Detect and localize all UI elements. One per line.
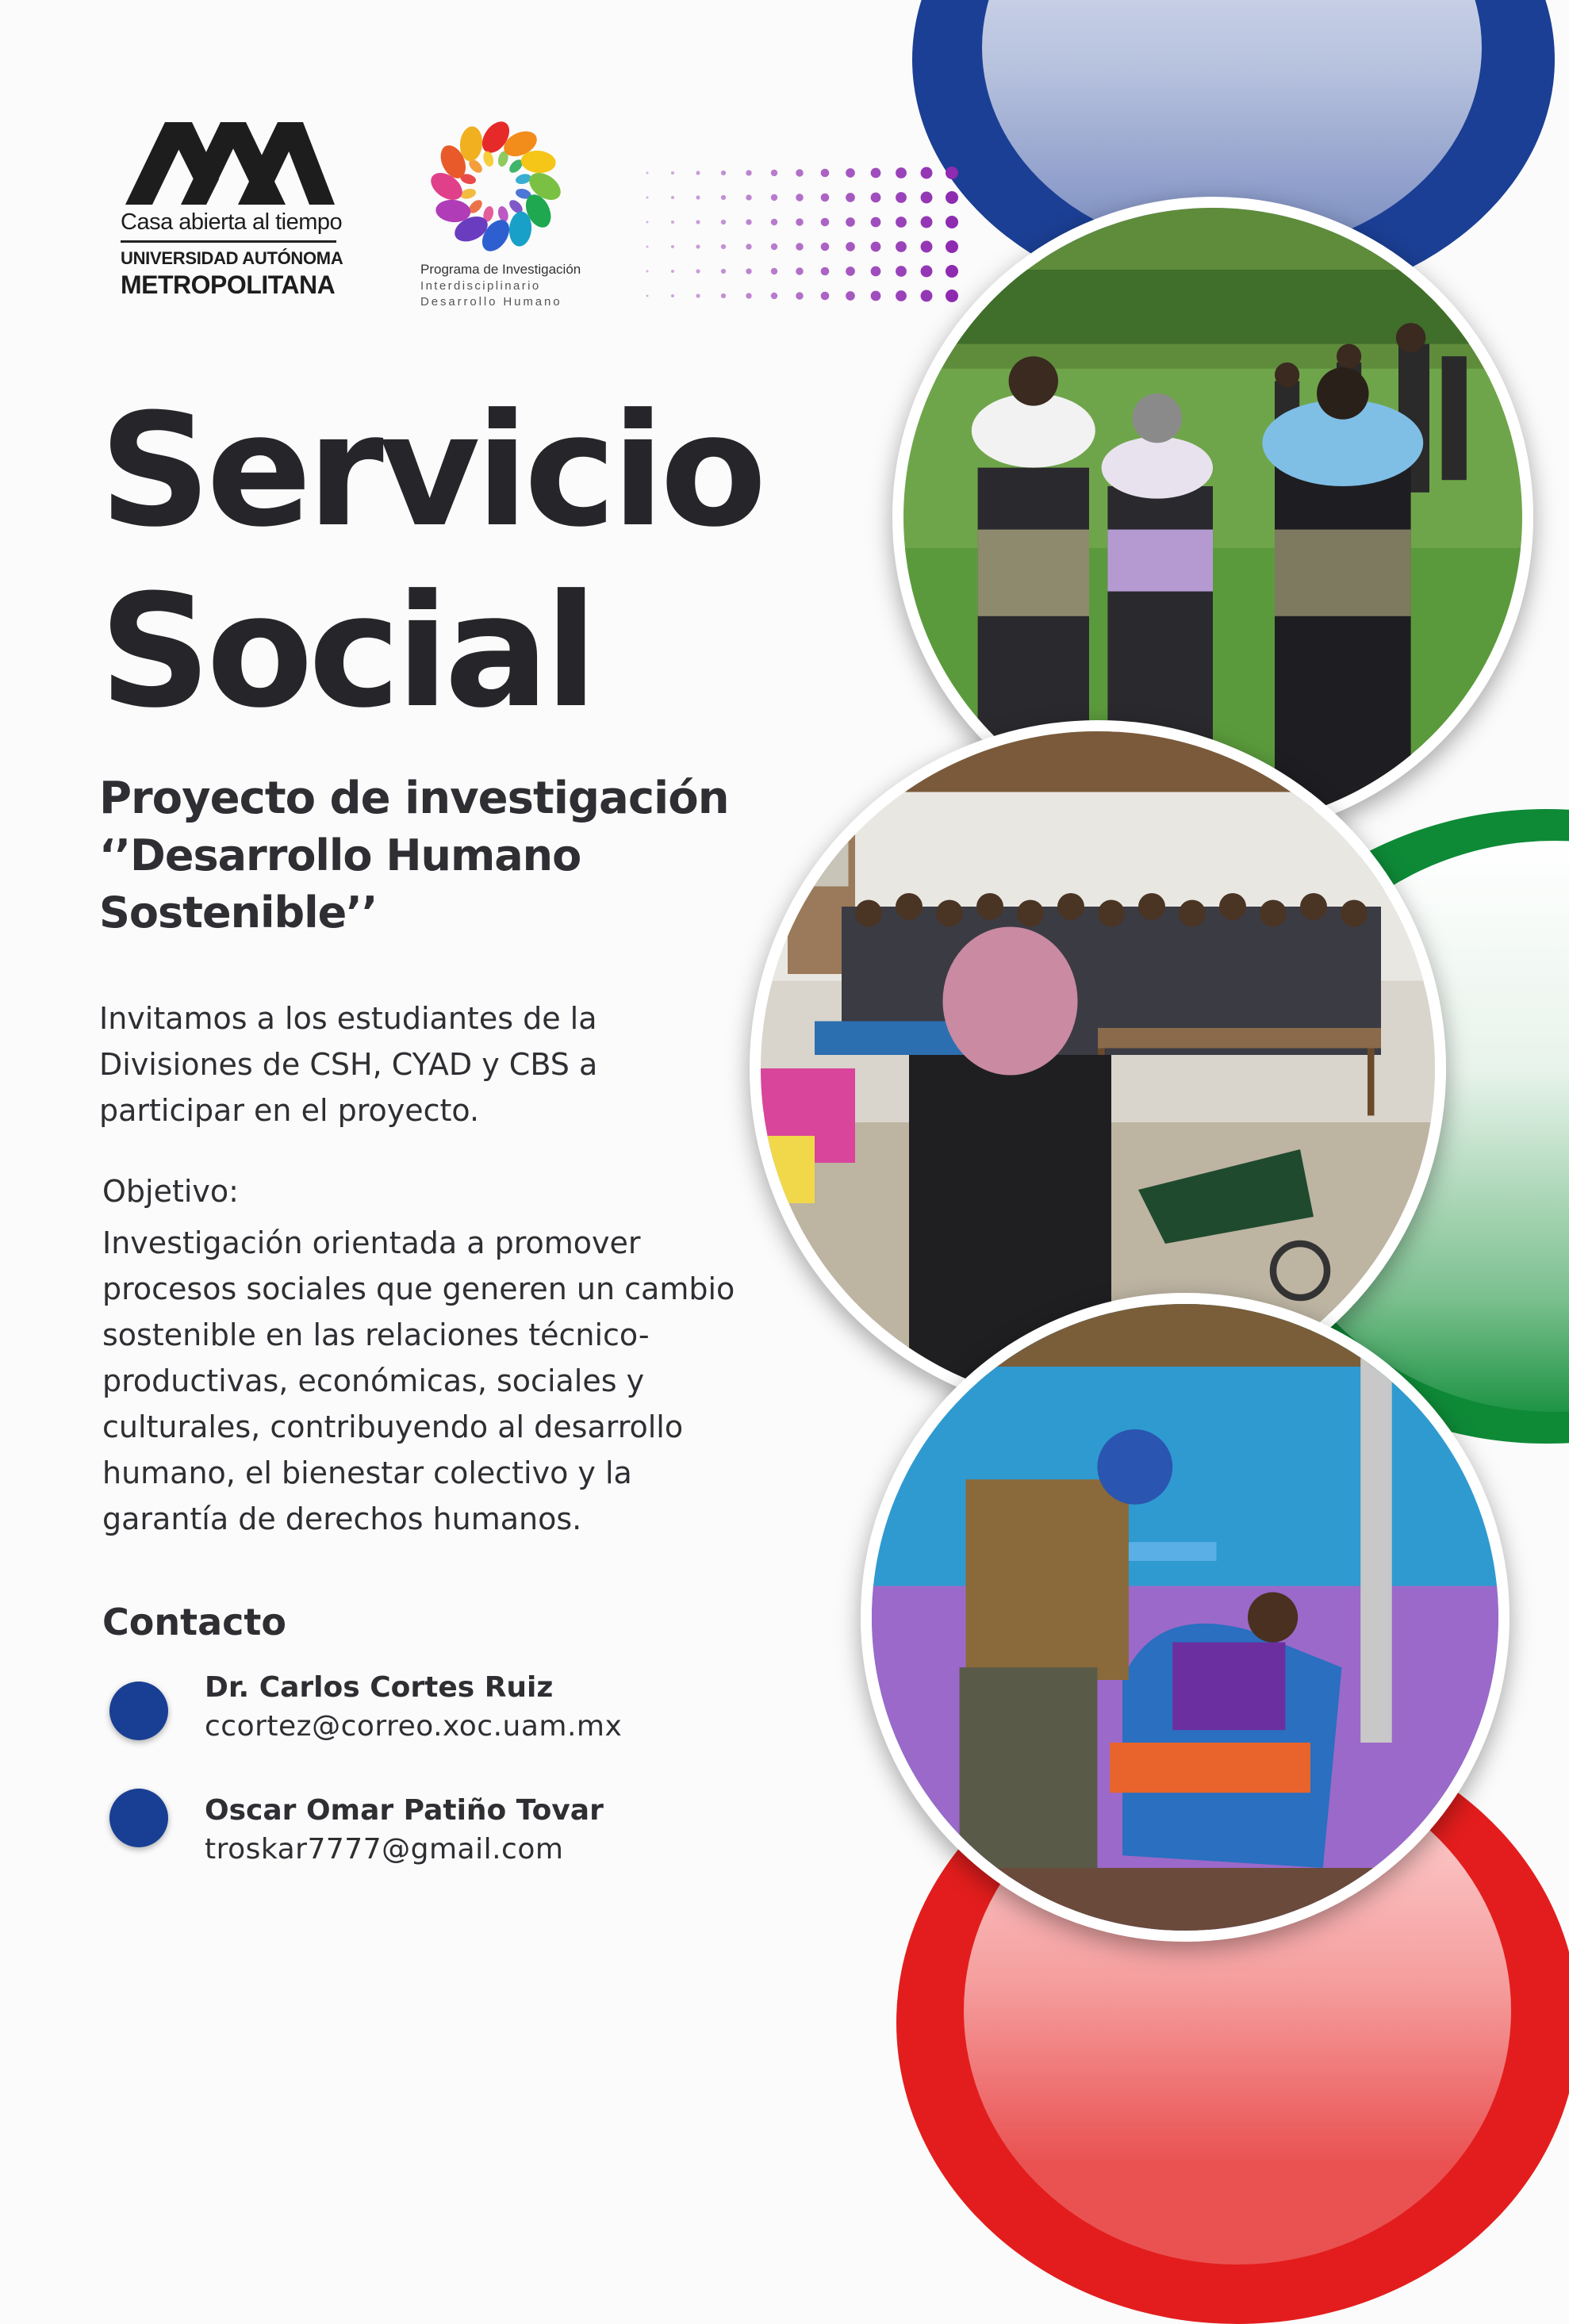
objective-line: procesos sociales que generen un cambio (102, 1271, 735, 1306)
dot (746, 268, 751, 274)
contact-email-link[interactable]: troskar7777@gmail.com (205, 1833, 564, 1866)
dot (771, 170, 777, 176)
dot (696, 195, 700, 199)
dot (771, 268, 777, 274)
dot (646, 295, 649, 297)
dot (821, 169, 830, 178)
dot (846, 267, 855, 276)
uam-name-line2: METROPOLITANA (121, 270, 336, 299)
project-line1: Proyecto de investigación (99, 773, 729, 824)
title-line1: Servicio (99, 381, 762, 562)
objective-line: Investigación orientada a promover (102, 1225, 641, 1260)
dot (796, 292, 804, 300)
invite-line2: Divisiones de CSH, CYAD y CBS a (99, 1047, 598, 1082)
dot (896, 192, 907, 203)
dot (946, 290, 958, 302)
dot (721, 269, 726, 274)
dot (646, 246, 649, 248)
uam-tagline: Casa abierta al tiempo (121, 209, 343, 235)
objective-line: culturales, contribuyendo al desarrollo (102, 1409, 684, 1444)
dot (646, 197, 649, 199)
dot (946, 191, 958, 204)
dot (671, 245, 674, 248)
objective-line: productivas, económicas, sociales y (102, 1363, 645, 1398)
project-line2: ‘’Desarrollo Humano (99, 830, 581, 880)
dot (721, 220, 726, 224)
dot (646, 270, 649, 273)
objective-line: garantía de derechos humanos. (102, 1501, 582, 1536)
dot (921, 290, 933, 302)
program-name-line1: Programa de Investigación (420, 262, 581, 277)
dot (746, 244, 751, 249)
dot-pattern-decoration (643, 167, 976, 305)
dot (671, 294, 674, 297)
dot (671, 171, 674, 174)
dot (846, 291, 855, 301)
dot (696, 293, 700, 297)
dot (646, 221, 649, 224)
invitation-text (99, 995, 773, 1133)
contact-bullet-icon (109, 1682, 168, 1740)
dot (871, 168, 881, 178)
dot (871, 291, 881, 301)
dot (921, 167, 933, 179)
contact-name: Dr. Carlos Cortes Ruiz (205, 1671, 554, 1704)
dot (821, 292, 830, 301)
dot (721, 171, 726, 175)
uam-name-line1: UNIVERSIDAD AUTÓNOMA (121, 248, 343, 268)
contact-heading: Contacto (102, 1601, 286, 1643)
dot (746, 293, 751, 298)
dot (871, 217, 881, 228)
dot (896, 241, 907, 252)
dot (821, 194, 830, 202)
dot (921, 192, 933, 204)
dot (946, 265, 958, 278)
dot (821, 243, 830, 251)
dot (721, 195, 726, 200)
project-line3: Sostenible’’ (99, 888, 378, 938)
dot (821, 267, 830, 276)
dot (871, 242, 881, 252)
dot (696, 220, 700, 224)
dot (771, 194, 777, 201)
project-name (99, 765, 829, 946)
dot (771, 293, 777, 299)
dot (671, 196, 674, 199)
dot (696, 244, 700, 248)
photo-dental-checkup (861, 1293, 1510, 1942)
program-name-line3: Desarrollo Humano (420, 295, 562, 309)
dot (696, 269, 700, 273)
program-logo (420, 111, 571, 262)
invite-line3: participar en el proyecto. (99, 1093, 480, 1128)
dot (846, 217, 855, 227)
dot (671, 221, 674, 224)
dot (746, 194, 751, 200)
dot (921, 266, 933, 278)
contact-bullet-icon (109, 1789, 168, 1847)
dot (646, 172, 649, 174)
dot (846, 168, 855, 178)
dot (896, 290, 907, 301)
page-title (99, 381, 762, 742)
dot (946, 240, 958, 253)
dot (671, 270, 674, 273)
dot (896, 217, 907, 228)
dot (696, 171, 700, 174)
dot (871, 267, 881, 277)
contact-email-link[interactable]: ccortez@correo.xoc.uam.mx (205, 1710, 623, 1743)
objective-line: sostenible en las relaciones técnico- (102, 1317, 650, 1352)
dot (771, 244, 777, 250)
dot (846, 193, 855, 202)
uam-divider (121, 240, 336, 243)
logo-petal (481, 150, 495, 167)
dot (896, 266, 907, 277)
dot (796, 169, 804, 177)
dot (746, 219, 751, 224)
objective-label: Objetivo: (102, 1174, 239, 1209)
dot (946, 216, 958, 228)
dot (821, 218, 830, 227)
dot (796, 243, 804, 251)
dot (746, 170, 751, 175)
title-line2: Social (99, 562, 593, 742)
dot (796, 267, 804, 275)
contact-name: Oscar Omar Patiño Tovar (205, 1794, 604, 1827)
invite-line1: Invitamos a los estudiantes de la (99, 1001, 597, 1036)
dot (846, 242, 855, 251)
program-name-line2: Interdisciplinario (420, 279, 541, 293)
dot (721, 293, 726, 298)
objective-line: humano, el bienestar colectivo y la (102, 1455, 632, 1490)
objective-text (102, 1220, 824, 1542)
dot (796, 218, 804, 226)
dot (721, 244, 726, 249)
dot (896, 167, 907, 178)
dot (771, 219, 777, 225)
dot (921, 241, 933, 253)
dot (796, 194, 804, 201)
dot (871, 193, 881, 203)
dot (921, 217, 933, 228)
dot (946, 167, 958, 179)
